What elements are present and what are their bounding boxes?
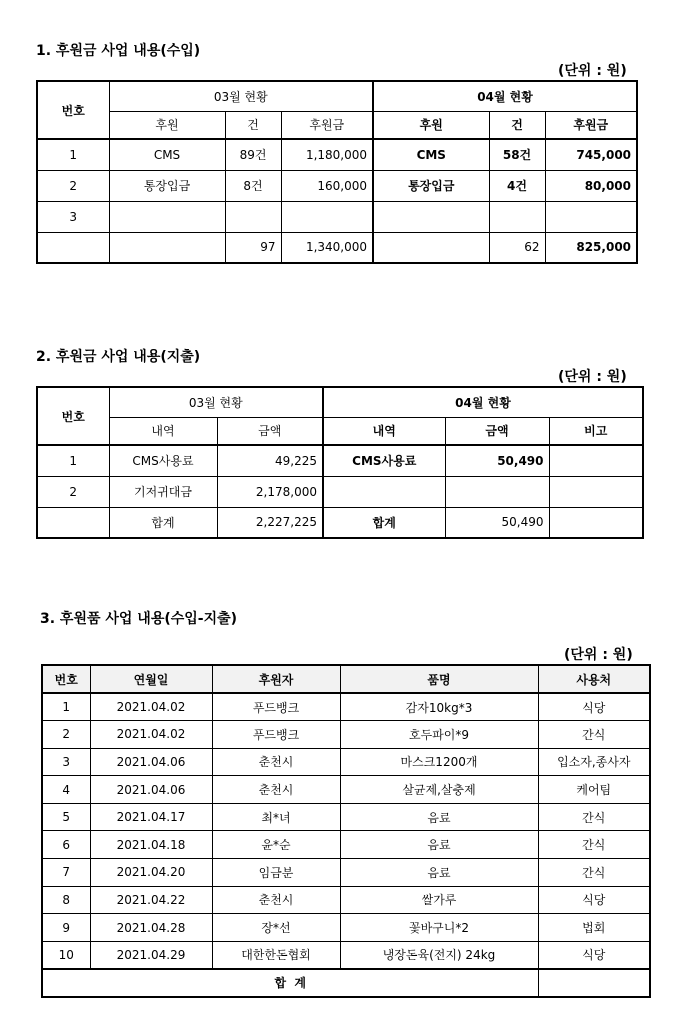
header-item: 품명 — [340, 665, 538, 693]
item-name: 음료 — [340, 859, 538, 887]
usage: 식당 — [538, 693, 650, 721]
row-no: 10 — [42, 941, 90, 969]
row-no: 1 — [37, 445, 109, 476]
donor: 대한한돈협회 — [212, 941, 340, 969]
date: 2021.04.22 — [90, 886, 212, 914]
header-no: 번호 — [42, 665, 90, 693]
row-no: 5 — [42, 803, 90, 831]
april-amount: 80,000 — [545, 170, 637, 201]
table-row — [37, 201, 637, 232]
row-no: 4 — [42, 776, 90, 804]
donor: 푸드뱅크 — [212, 693, 340, 721]
table-row — [42, 693, 650, 721]
header-april: 04월 현황 — [323, 387, 643, 417]
table-row — [42, 803, 650, 831]
total-row — [37, 507, 643, 538]
table-row — [42, 886, 650, 914]
header-april-amount: 후원금 — [545, 111, 637, 139]
donor: 장*선 — [212, 914, 340, 942]
usage: 식당 — [538, 886, 650, 914]
april-count: 4건 — [489, 170, 545, 201]
date: 2021.04.02 — [90, 693, 212, 721]
table-row — [42, 831, 650, 859]
usage: 입소자,종사자 — [538, 748, 650, 776]
section2-unit: (단위 : 원) — [558, 369, 627, 385]
row-no: 6 — [42, 831, 90, 859]
table-row — [42, 776, 650, 804]
item-name: 감자10kg*3 — [340, 693, 538, 721]
item-name: 음료 — [340, 831, 538, 859]
header-april-source: 후원 — [373, 111, 489, 139]
table-row — [37, 445, 643, 476]
date: 2021.04.06 — [90, 776, 212, 804]
header-april-item: 내역 — [323, 417, 445, 445]
march-amount: 2,178,000 — [217, 476, 323, 507]
april-count — [489, 201, 545, 232]
header-march-count: 건 — [225, 111, 281, 139]
donor: 임금분 — [212, 859, 340, 887]
donor: 춘천시 — [212, 776, 340, 804]
table-row — [42, 941, 650, 969]
usage: 간식 — [538, 859, 650, 887]
usage: 간식 — [538, 831, 650, 859]
april-total-amount: 50,490 — [445, 507, 549, 538]
date: 2021.04.28 — [90, 914, 212, 942]
item-name: 호두파이*9 — [340, 721, 538, 749]
april-source: 통장입금 — [373, 170, 489, 201]
march-source: 통장입금 — [109, 170, 225, 201]
row-no: 2 — [37, 476, 109, 507]
march-amount: 160,000 — [281, 170, 373, 201]
march-total-count: 97 — [225, 232, 281, 263]
row-no: 8 — [42, 886, 90, 914]
item-name: 살균제,살충제 — [340, 776, 538, 804]
april-amount: 50,490 — [445, 445, 549, 476]
section3-title: 3. 후원품 사업 내용(수입-지출) — [40, 611, 238, 627]
march-source: CMS — [109, 139, 225, 170]
row-no: 3 — [37, 201, 109, 232]
total-row — [42, 969, 650, 997]
item-name: 마스크1200개 — [340, 748, 538, 776]
april-total-count: 62 — [489, 232, 545, 263]
header-march: 03월 현황 — [109, 387, 323, 417]
row-no: 1 — [37, 139, 109, 170]
march-count — [225, 201, 281, 232]
march-total-amount: 2,227,225 — [217, 507, 323, 538]
header-march-amount: 금액 — [217, 417, 323, 445]
march-total-label: 합계 — [109, 507, 217, 538]
usage: 간식 — [538, 803, 650, 831]
april-amount: 745,000 — [545, 139, 637, 170]
april-item: CMS사용료 — [323, 445, 445, 476]
donor: 윤*순 — [212, 831, 340, 859]
row-no: 1 — [42, 693, 90, 721]
usage: 법회 — [538, 914, 650, 942]
date: 2021.04.20 — [90, 859, 212, 887]
date: 2021.04.02 — [90, 721, 212, 749]
april-amount — [445, 476, 549, 507]
donor: 푸드뱅크 — [212, 721, 340, 749]
header-april-count: 건 — [489, 111, 545, 139]
row-no: 2 — [42, 721, 90, 749]
march-amount: 1,180,000 — [281, 139, 373, 170]
section1-title: 1. 후원금 사업 내용(수입) — [36, 43, 201, 59]
usage: 식당 — [538, 941, 650, 969]
item-name: 쌀가루 — [340, 886, 538, 914]
table-row — [42, 859, 650, 887]
header-april: 04월 현황 — [373, 81, 637, 111]
march-item: 기저귀대금 — [109, 476, 217, 507]
april-count: 58건 — [489, 139, 545, 170]
income-table — [36, 80, 638, 264]
donor: 최*녀 — [212, 803, 340, 831]
date: 2021.04.18 — [90, 831, 212, 859]
section1-unit: (단위 : 원) — [558, 63, 627, 79]
donor: 춘천시 — [212, 886, 340, 914]
row-no: 3 — [42, 748, 90, 776]
item-name: 냉장돈육(전지) 24kg — [340, 941, 538, 969]
row-no: 9 — [42, 914, 90, 942]
total-row — [37, 232, 637, 263]
april-total-amount: 825,000 — [545, 232, 637, 263]
header-usage: 사용처 — [538, 665, 650, 693]
table-row — [37, 139, 637, 170]
april-source — [373, 201, 489, 232]
section3-unit: (단위 : 원) — [564, 647, 633, 663]
header-note: 비고 — [549, 417, 643, 445]
section2-title: 2. 후원금 사업 내용(지출) — [36, 349, 201, 365]
header-april-amount: 금액 — [445, 417, 549, 445]
item-name: 꽃바구니*2 — [340, 914, 538, 942]
item-name: 음료 — [340, 803, 538, 831]
goods-total-label: 합 계 — [42, 969, 538, 997]
header-donor: 후원자 — [212, 665, 340, 693]
march-count: 8건 — [225, 170, 281, 201]
april-amount — [545, 201, 637, 232]
header-march: 03월 현황 — [109, 81, 373, 111]
header-march-item: 내역 — [109, 417, 217, 445]
goods-table — [41, 664, 651, 998]
header-no: 번호 — [37, 387, 109, 445]
header-date: 연월일 — [90, 665, 212, 693]
table-row — [42, 721, 650, 749]
header-no: 번호 — [37, 81, 109, 139]
donor: 춘천시 — [212, 748, 340, 776]
table-row — [37, 476, 643, 507]
april-item — [323, 476, 445, 507]
note — [549, 476, 643, 507]
march-item: CMS사용료 — [109, 445, 217, 476]
march-count: 89건 — [225, 139, 281, 170]
expense-table — [36, 386, 644, 539]
date: 2021.04.29 — [90, 941, 212, 969]
march-total-amount: 1,340,000 — [281, 232, 373, 263]
row-no: 2 — [37, 170, 109, 201]
march-source — [109, 201, 225, 232]
note — [549, 445, 643, 476]
march-amount — [281, 201, 373, 232]
usage: 케어팀 — [538, 776, 650, 804]
march-amount: 49,225 — [217, 445, 323, 476]
row-no: 7 — [42, 859, 90, 887]
date: 2021.04.17 — [90, 803, 212, 831]
header-march-amount: 후원금 — [281, 111, 373, 139]
table-row — [42, 914, 650, 942]
date: 2021.04.06 — [90, 748, 212, 776]
usage: 간식 — [538, 721, 650, 749]
table-row — [42, 748, 650, 776]
header-march-source: 후원 — [109, 111, 225, 139]
table-row — [37, 170, 637, 201]
april-source: CMS — [373, 139, 489, 170]
april-total-label: 합계 — [323, 507, 445, 538]
